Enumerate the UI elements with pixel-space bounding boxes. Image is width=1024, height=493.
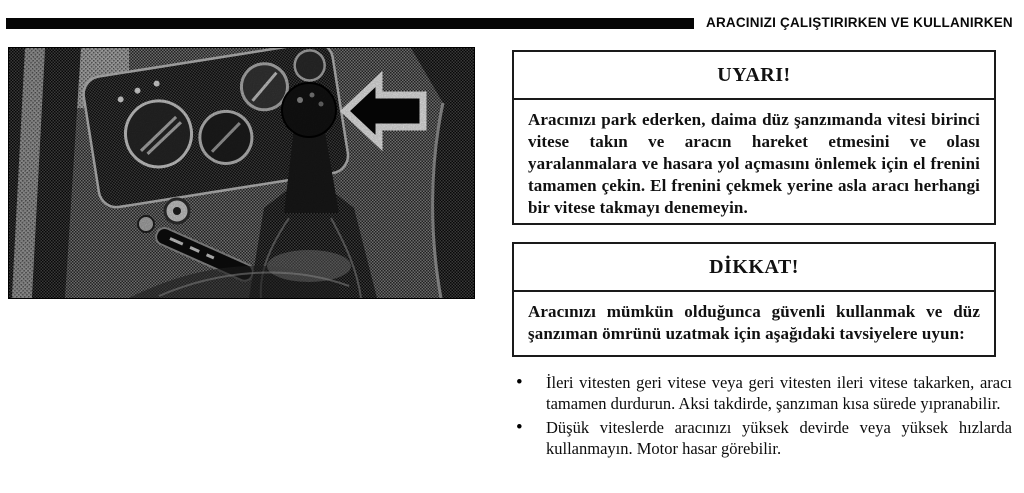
warning-box-body: Aracınızı park ederken, daima düz şanzımanda vitesi birinci vitese takın ve aracın hareket etmesini ve olası yaralanmalara ve hasara yol açmasını önlemek için el frenini tamamen çekin. El frenini çekmek yerine asla aracı herhangi bir vitese takmayı denemeyin. <box>528 110 980 218</box>
bullet-icon: • <box>516 372 523 393</box>
header-rule <box>6 18 694 29</box>
list-item <box>512 417 1012 459</box>
caution-box-title: DİKKAT! <box>514 244 994 292</box>
warning-box-title: UYARI! <box>514 52 994 100</box>
advice-text-1: İleri vitesten geri vitese veya geri vitesten ileri vitese takarken, aracı tamamen durdurun. Aksi takdirde, şanzıman kısa sürede yıpranabilir. <box>546 373 1012 413</box>
running-header <box>706 15 1018 30</box>
bullet-icon: • <box>516 417 523 438</box>
list-item <box>512 372 1012 414</box>
warning-box <box>512 50 996 225</box>
caution-box <box>512 242 996 357</box>
gear-shift-photo-art <box>9 48 474 298</box>
caution-box-body: Aracınızı mümkün olduğunca güvenli kullanmak ve düz şanzıman ömrünü uzatmak için aşağıdaki tavsiyelere uyun: <box>528 302 980 344</box>
gear-shift-photo <box>8 47 475 299</box>
chapter-title: ARACINIZI ÇALIŞTIRIRKEN VE KULLANIRKEN <box>706 15 1013 30</box>
advice-text-2: Düşük viteslerde aracınızı yüksek devirde veya yüksek hızlarda kullanmayın. Motor hasar görebilir. <box>546 418 1012 458</box>
advice-list <box>512 372 1012 462</box>
